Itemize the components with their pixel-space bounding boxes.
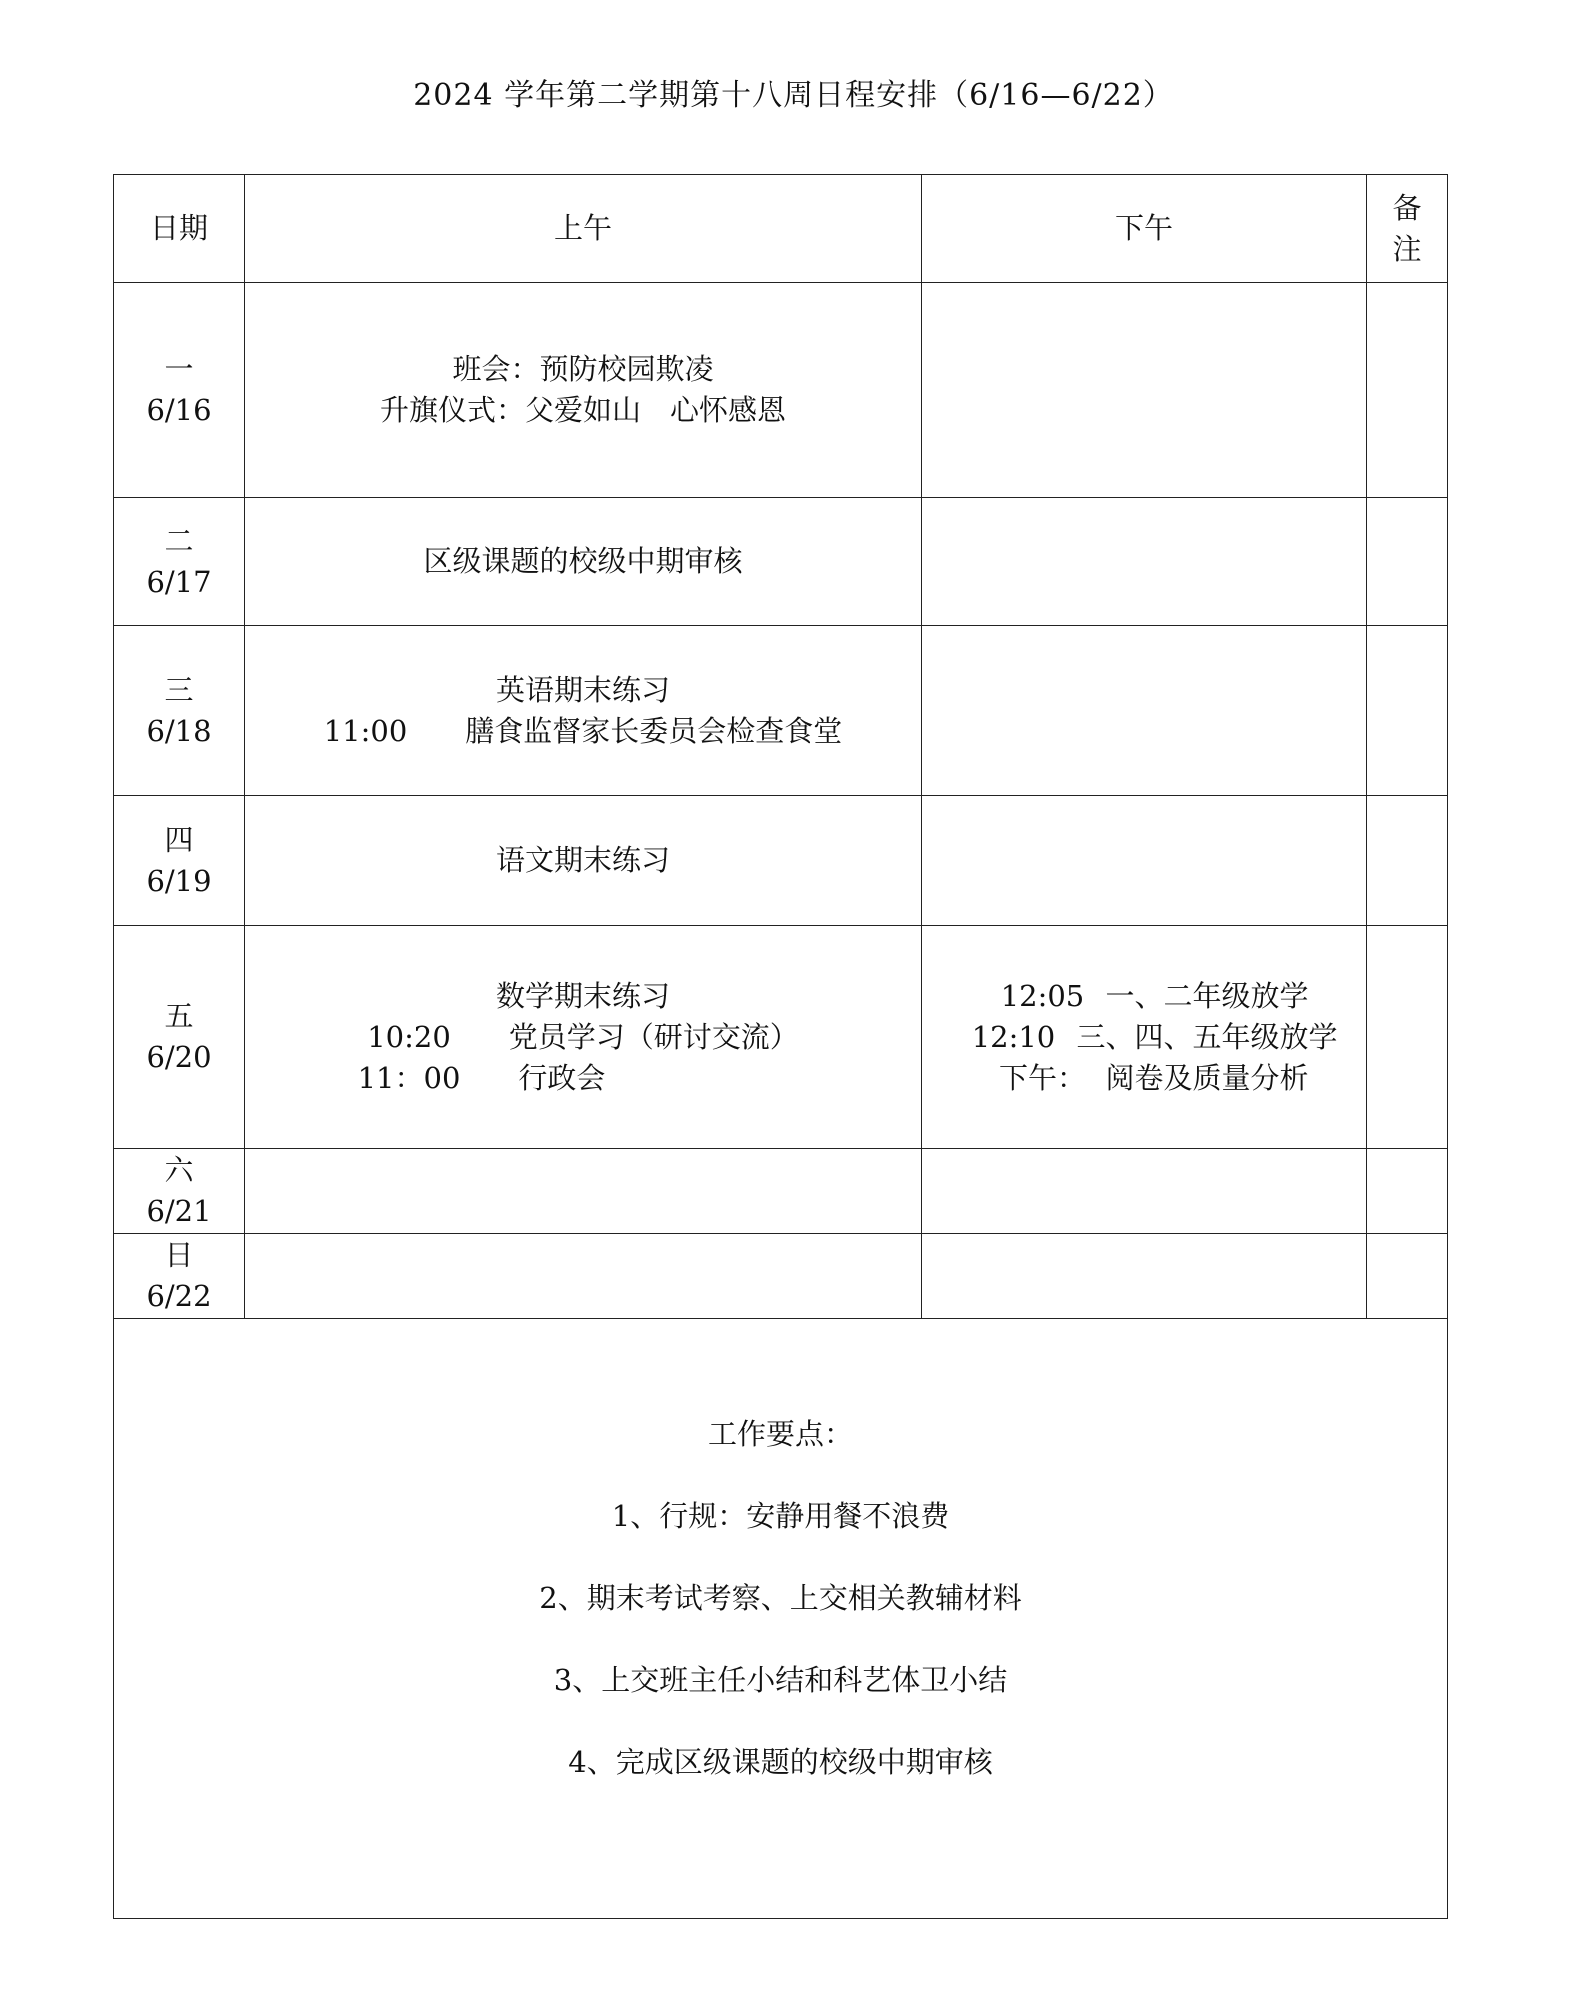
day-label: 三 — [164, 672, 194, 707]
morning-item: 10:20 党员学习（研讨交流） — [367, 1019, 799, 1054]
page-title: 2024 学年第二学期第十八周日程安排（6/16—6/22） — [413, 78, 1174, 113]
morning-item: 11:00 膳食监督家长委员会检查食堂 — [323, 713, 843, 748]
day-label: 日 — [164, 1238, 194, 1272]
note-cell — [1367, 1234, 1448, 1319]
afternoon-item — [922, 1058, 1366, 1099]
work-points-cell — [114, 1319, 1448, 1919]
header-date: 日期 — [114, 175, 245, 283]
table-row — [114, 498, 1448, 626]
header-note-line1: 备 — [1392, 190, 1422, 225]
morning-item: 11：00 行政会 — [357, 1060, 809, 1095]
afternoon-item — [922, 976, 1366, 1017]
work-point-item: 1、行规：安静用餐不浪费 — [611, 1498, 950, 1533]
afternoon-cell — [922, 283, 1367, 498]
morning-cell — [245, 926, 922, 1149]
date-label: 6/19 — [146, 863, 212, 898]
note-cell — [1367, 626, 1448, 796]
afternoon-text: 一、二年级放学 — [1105, 978, 1309, 1013]
day-label: 一 — [164, 352, 194, 386]
afternoon-cell — [922, 1149, 1367, 1234]
note-cell — [1367, 1149, 1448, 1234]
morning-cell — [245, 1234, 922, 1319]
work-point-item: 2、期末考试考察、上交相关教辅材料 — [539, 1580, 1022, 1615]
date-label: 6/16 — [146, 393, 212, 427]
table-row — [114, 796, 1448, 926]
date-label: 6/22 — [146, 1279, 212, 1313]
note-cell — [1367, 796, 1448, 926]
date-label: 6/17 — [146, 564, 212, 599]
afternoon-text: 三、四、五年级放学 — [1076, 1019, 1338, 1054]
note-cell — [1367, 498, 1448, 626]
date-cell — [114, 498, 245, 626]
morning-item: 语文期末练习 — [495, 843, 670, 877]
morning-cell — [245, 498, 922, 626]
morning-cell — [245, 626, 922, 796]
afternoon-item — [922, 1017, 1366, 1058]
date-label: 6/21 — [146, 1194, 212, 1228]
afternoon-cell — [922, 1234, 1367, 1319]
date-label: 6/18 — [146, 713, 212, 748]
notes-row — [114, 1319, 1448, 1919]
date-cell — [114, 283, 245, 498]
morning-item: 数学期末练习 — [495, 978, 670, 1013]
morning-item: 英语期末练习 — [495, 672, 670, 707]
morning-item: 升旗仪式：父爱如山 心怀感恩 — [379, 393, 786, 427]
header-note — [1367, 175, 1448, 283]
table-row — [114, 626, 1448, 796]
afternoon-text: 阅卷及质量分析 — [1105, 1060, 1309, 1095]
header-morning: 上午 — [245, 175, 922, 283]
schedule-table — [113, 174, 1448, 1919]
table-row — [114, 283, 1448, 498]
date-label: 6/20 — [146, 1040, 212, 1074]
table-row — [114, 926, 1448, 1149]
date-cell — [114, 626, 245, 796]
afternoon-cell — [922, 626, 1367, 796]
afternoon-cell — [922, 498, 1367, 626]
morning-cell — [245, 1149, 922, 1234]
afternoon-cell — [922, 926, 1367, 1149]
day-label: 六 — [164, 1153, 194, 1187]
work-point-item: 3、上交班主任小结和科艺体卫小结 — [553, 1662, 1008, 1697]
date-cell — [114, 796, 245, 926]
header-note-line2: 注 — [1392, 231, 1422, 266]
work-point-item: 4、完成区级课题的校级中期审核 — [568, 1744, 993, 1779]
morning-cell — [245, 796, 922, 926]
afternoon-time: 12:05 — [1000, 978, 1085, 1013]
header-row — [114, 175, 1448, 283]
afternoon-time: 下午： — [998, 1060, 1086, 1095]
day-label: 二 — [164, 523, 194, 558]
afternoon-time: 12:10 — [971, 1019, 1056, 1054]
table-row — [114, 1234, 1448, 1319]
date-cell — [114, 926, 245, 1149]
morning-item: 班会：预防校园欺凌 — [452, 352, 714, 386]
date-cell — [114, 1149, 245, 1234]
afternoon-cell — [922, 796, 1367, 926]
note-cell — [1367, 926, 1448, 1149]
header-afternoon: 下午 — [922, 175, 1367, 283]
morning-cell — [245, 283, 922, 498]
note-cell — [1367, 283, 1448, 498]
morning-item: 区级课题的校级中期审核 — [423, 544, 743, 578]
work-points-heading: 工作要点： — [707, 1416, 853, 1451]
day-label: 五 — [164, 999, 194, 1033]
day-label: 四 — [164, 822, 194, 857]
table-row — [114, 1149, 1448, 1234]
date-cell — [114, 1234, 245, 1319]
